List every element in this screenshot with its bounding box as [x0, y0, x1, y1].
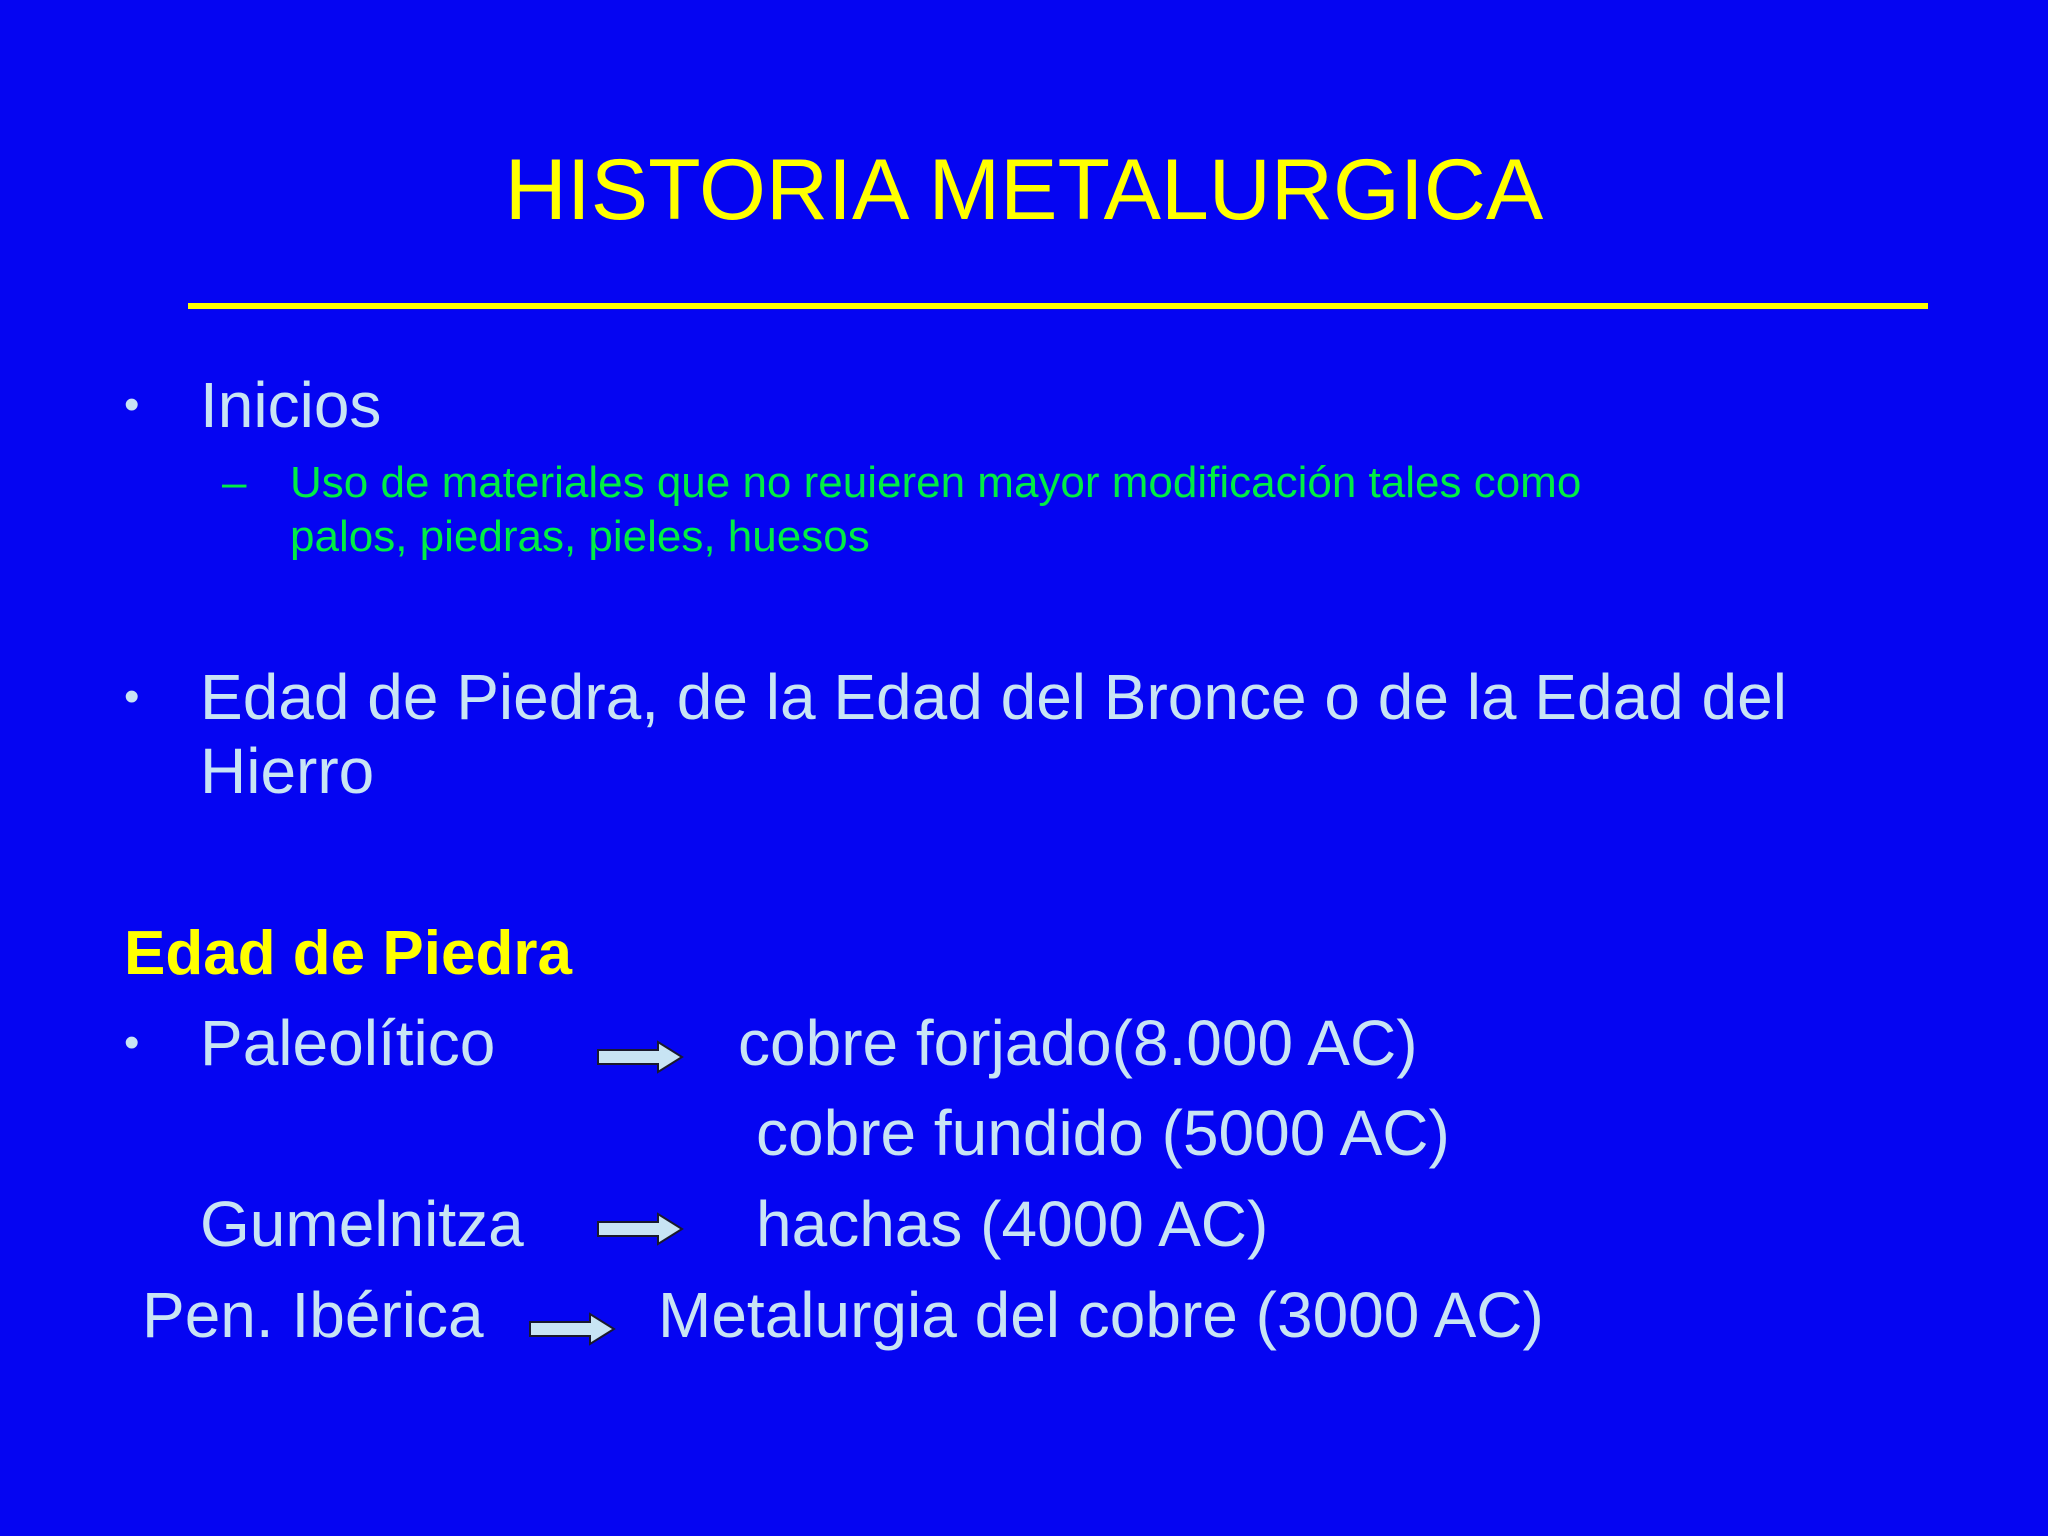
- sub-bullet-line-2: palos, piedras, pieles, huesos: [290, 512, 870, 561]
- row-value-metalurgia-cobre: Metalurgia del cobre (3000 AC): [658, 1279, 1544, 1351]
- row-value-cobre-forjado: cobre forjado(8.000 AC): [738, 1007, 1418, 1079]
- title-underline: [188, 303, 1928, 309]
- bullet-edades-line-1: Edad de Piedra, de la Edad del Bronce o de la Edad del: [200, 661, 1787, 733]
- right-arrow-icon: [596, 1212, 684, 1246]
- row-label-paleolitico: Paleolítico: [200, 1007, 496, 1079]
- section-heading: Edad de Piedra: [124, 919, 572, 988]
- right-arrow-icon: [596, 1040, 684, 1074]
- bullet-marker: •: [124, 380, 140, 429]
- bullet-edades-line-2: Hierro: [200, 735, 375, 807]
- sub-bullet-line-1: Uso de materiales que no reuieren mayor modificación tales como: [290, 458, 1582, 507]
- row-label-gumelnitza: Gumelnitza: [200, 1188, 524, 1260]
- bullet-inicios: Inicios: [200, 369, 382, 441]
- slide-title: HISTORIA METALURGICA: [504, 142, 1544, 238]
- right-arrow-icon: [528, 1312, 616, 1346]
- bullet-marker: •: [124, 1018, 140, 1067]
- row-value-cobre-fundido: cobre fundido (5000 AC): [756, 1097, 1450, 1169]
- sub-bullet-dash: –: [222, 458, 247, 507]
- row-value-hachas: hachas (4000 AC): [756, 1188, 1269, 1260]
- bullet-marker: •: [124, 672, 140, 721]
- row-label-pen-iberica: Pen. Ibérica: [142, 1279, 484, 1351]
